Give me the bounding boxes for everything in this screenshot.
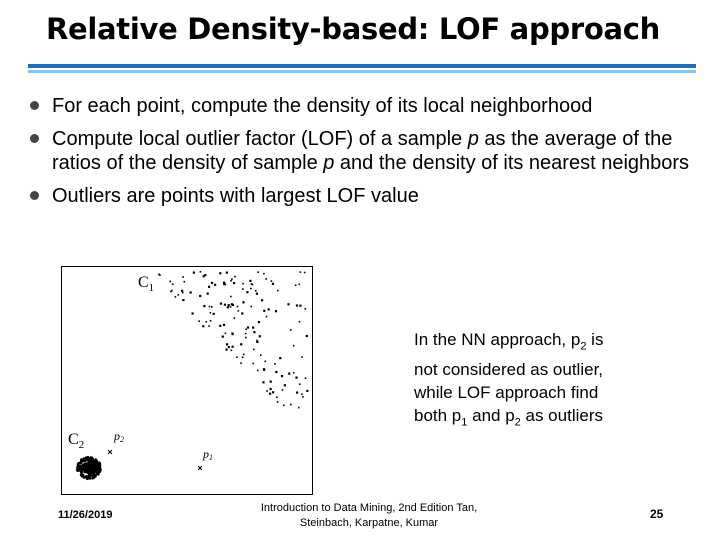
cluster1-point [224,304,226,306]
cluster1-point [287,303,289,305]
cluster1-point [211,306,213,308]
cluster2-point [84,470,87,473]
cluster2-point [88,464,91,467]
cluster1-point [182,276,184,278]
cluster1-point [208,325,210,327]
bullet-list [30,94,710,217]
cluster1-point [305,308,307,310]
cluster1-point [182,292,184,294]
cluster1-point [242,288,244,290]
cluster1-point [255,290,257,292]
scatter-canvas [62,267,312,494]
cluster1-point [299,321,301,323]
cluster1-point [245,333,247,335]
cluster1-point [257,271,259,273]
cluster1-point [272,283,274,285]
cluster2-point [91,458,94,461]
cluster2-point [78,469,81,472]
slide-title: Relative Density-based: LOF approach [46,12,661,46]
cluster1-point [247,326,249,328]
outlier-p2-label: p2 [114,429,124,444]
cluster1-point [203,305,205,307]
cluster1-point [222,336,224,338]
bullet-variable: p [467,128,479,150]
cluster1-point [202,325,204,327]
bullet-item [30,184,710,208]
cluster1-point [226,343,228,345]
cluster1-point [233,282,235,284]
cluster1-point [242,301,244,303]
cluster1-point [231,350,233,352]
cluster1-point [266,390,268,392]
cluster1-point [295,377,297,379]
callout-line: In the NN approach, $p_2$ is [414,330,604,353]
cluster2-point [90,471,93,474]
cluster1-point [293,345,295,347]
cluster1-point [275,371,277,373]
cluster1-point [253,349,255,351]
cluster1-point [252,327,254,329]
cluster1-point [249,280,251,282]
cluster1-point [210,312,212,314]
cluster2-point [94,475,97,478]
cluster1-point [198,320,200,322]
cluster2-point [82,474,85,477]
cluster1-point [219,272,221,274]
cluster1-point [276,397,278,399]
bullet-icon [30,101,39,110]
cluster2-point [80,461,83,464]
cluster1-point [300,271,302,273]
cluster1-point [209,306,211,308]
bullet-icon [30,191,39,200]
cluster2-point [88,467,91,470]
cluster2-point [84,467,87,470]
cluster1-point [253,363,255,365]
cluster1-point [270,388,272,390]
outlier-p1-marker [198,466,202,470]
cluster1-point [230,296,232,298]
cluster2-point [88,474,91,477]
cluster1-point [228,304,230,306]
footer-source-line: Introduction to Data Mining, 2nd Edition Tan, [260,502,478,514]
page-number: 25 [650,507,664,521]
cluster1-point [277,290,279,292]
cluster2-point [81,470,84,473]
cluster1-point [223,283,225,285]
title-rule-dark [28,64,696,68]
cluster1-point [208,286,210,288]
cluster1-point [274,363,276,365]
cluster1-points [158,271,308,408]
cluster1-point [207,293,209,295]
cluster1-point [230,280,232,282]
cluster1-point [225,333,227,335]
callout-line: both $p_1$ and $p_2$ as outliers [414,406,603,429]
cluster1-point [250,288,252,290]
cluster2-point [96,462,99,465]
cluster2-point [87,456,90,459]
cluster1-point [237,306,239,308]
cluster1-point [271,280,273,282]
cluster1-point [220,303,222,305]
cluster1-point [257,370,259,372]
cluster1-point [169,281,171,283]
cluster2-point [83,460,86,463]
bullet-text-part: Compute local outlier factor (LOF) of a sample [52,128,468,150]
cluster1-point [227,306,229,308]
cluster1-point [172,283,174,285]
cluster1-point [265,278,267,280]
cluster1-point [277,401,279,403]
cluster1-point [211,282,213,284]
cluster1-point [159,274,161,276]
callout-note [414,328,603,435]
cluster1-point [242,357,244,359]
cluster1-point [200,271,202,273]
cluster1-point [210,320,212,322]
cluster1-point [279,357,281,359]
cluster2-point [88,470,91,473]
cluster1-point [242,283,244,285]
footer-date: 11/26/2019 [58,509,113,521]
cluster1-point [272,391,274,393]
cluster1-point [305,377,307,379]
cluster2-point [84,465,87,468]
cluster1-point [295,285,297,287]
cluster1-point [301,356,303,358]
cluster2-point [91,475,94,478]
cluster1-point [184,281,186,283]
cluster1-point [228,346,230,348]
cluster1-point [226,272,228,274]
cluster1-point [281,375,283,377]
cluster1-point [171,290,173,292]
cluster2-point [97,471,100,474]
cluster1-point [181,290,183,292]
cluster2-point [84,457,87,460]
cluster2-points [76,456,102,480]
cluster1-point [250,306,252,308]
cluster1-point [253,331,255,333]
cluster1-point [238,310,240,312]
cluster2-point [77,463,80,466]
title-rule-light [28,70,696,73]
cluster1-point [298,407,300,409]
cluster1-point [256,340,258,342]
cluster1-point [243,354,245,356]
footer-source [226,501,512,531]
cluster1-point [241,312,243,314]
cluster1-point [236,356,238,358]
cluster1-point [263,273,265,275]
cluster1-point [225,349,227,351]
bullet-text: Outliers are points with largest LOF value [52,185,419,207]
callout-line: not considered as outlier, [414,360,604,380]
cluster1-point [231,278,233,280]
bullet-item [30,94,710,118]
cluster1-point [213,313,215,315]
cluster1-point [299,383,301,385]
bullet-text-part: as the average of the ratios of the density of sample [52,128,673,174]
cluster1-point [296,392,298,394]
bullet-icon [30,134,39,143]
cluster1-point [275,310,277,312]
cluster1-point [204,274,206,276]
callout-line: while LOF approach find [414,383,599,403]
cluster1-point [290,329,292,331]
cluster1-point [252,284,254,286]
cluster1-point [282,389,284,391]
bullet-text-part: and the density of its nearest neighbors [334,152,690,174]
cluster1-point [175,296,177,298]
cluster2-point [99,463,102,466]
cluster1-point [269,393,271,395]
cluster1-point [306,390,308,392]
cluster1-point [265,361,267,363]
cluster1-point [299,305,301,307]
cluster1-point [214,284,216,286]
cluster1-point [266,316,268,318]
cluster1-point [234,317,236,319]
cluster2-point [93,462,96,465]
cluster1-point [290,404,292,406]
cluster1-point [223,324,225,326]
cluster2-point [85,475,88,478]
cluster1-point [245,329,247,331]
cluster1-point [299,284,301,286]
cluster1-point [240,362,242,364]
cluster1-point [263,368,265,370]
cluster2-label: $C_2$ [68,431,85,451]
cluster2-point [93,468,96,471]
cluster1-point [302,396,304,398]
cluster1-point [232,333,234,335]
cluster1-point [258,321,260,323]
bullet-text: For each point, compute the density of its local neighborhood [52,95,593,117]
cluster1-point [270,381,272,383]
cluster2-point [99,467,102,470]
cluster1-point [296,304,298,306]
scatter-plot [61,266,313,495]
cluster1-point [178,294,180,296]
cluster1-point [263,310,265,312]
cluster1-label: $C_1$ [138,274,155,294]
cluster1-point [261,299,263,301]
cluster2-point [96,468,99,471]
bullet-variable: p [323,152,335,174]
cluster2-point [93,471,96,474]
cluster1-point [246,291,248,293]
cluster1-point [283,405,285,407]
cluster1-point [304,272,306,274]
cluster1-point [206,321,208,323]
outlier-p2-marker [108,450,112,454]
cluster1-point [230,306,232,308]
cluster1-point [256,293,258,295]
bullet-item [30,127,710,175]
cluster1-point [234,276,236,278]
cluster1-point [240,343,242,345]
cluster1-point [190,291,192,293]
cluster1-point [219,325,221,327]
cluster1-point [259,335,261,337]
cluster1-point [262,381,264,383]
cluster1-point [231,303,233,305]
cluster1-point [193,272,195,274]
cluster1-point [284,384,286,386]
cluster1-point [260,354,262,356]
cluster1-point [288,373,290,375]
cluster1-point [301,393,303,395]
cluster1-point [293,372,295,374]
footer-source-line: Steinbach, Karpatne, Kumar [299,517,439,529]
cluster1-point [182,299,184,301]
cluster1-point [192,312,194,314]
cluster1-point [268,308,270,310]
cluster1-point [245,337,247,339]
cluster1-point [199,295,201,297]
outlier-p1-label: p1 [203,447,213,462]
cluster1-point [232,346,234,348]
cluster1-point [306,335,308,337]
